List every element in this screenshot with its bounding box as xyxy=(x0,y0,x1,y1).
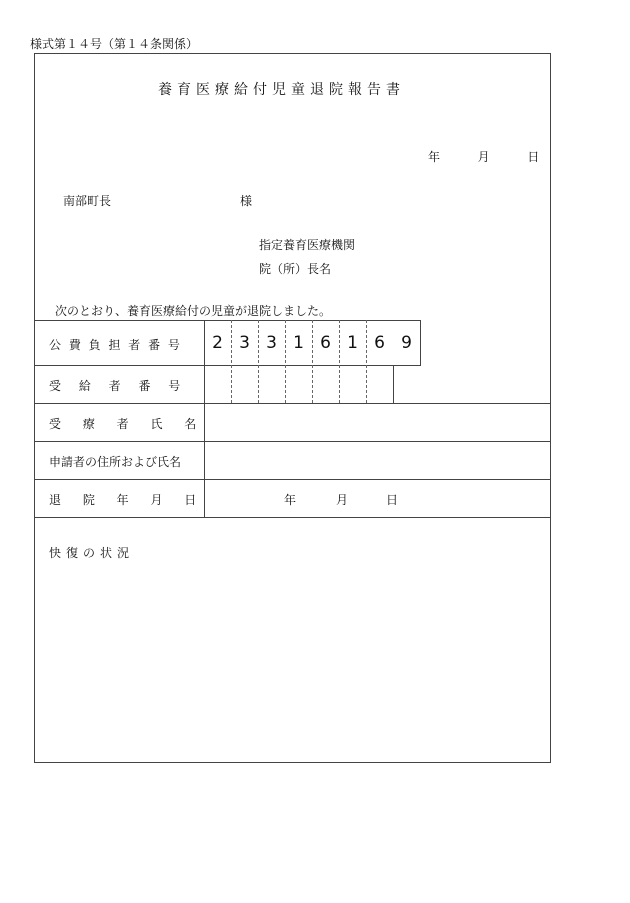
row-label-discharge-date: 退 院 年 月 日 xyxy=(49,493,206,507)
payer-digit: 9 xyxy=(401,333,412,353)
form-number: 様式第１４号（第１４条関係） xyxy=(30,37,199,51)
report-date xyxy=(428,148,539,165)
recovery-status-label: 快復の状況 xyxy=(49,546,135,560)
row-label-recipient-number: 受 給 者 番 号 xyxy=(49,379,188,393)
discharge-month-unit: 月 xyxy=(336,493,349,507)
payer-digit: 1 xyxy=(293,333,304,353)
addressee-name: 南部町長 xyxy=(63,194,112,208)
date-year-unit: 年 xyxy=(428,150,441,164)
discharge-year-unit: 年 xyxy=(284,493,297,507)
row-label-patient-name: 受 療 者 氏 名 xyxy=(49,417,206,431)
director-name-label: 院（所）長名 xyxy=(259,262,332,276)
payer-digit: 3 xyxy=(266,333,277,353)
institution-label: 指定養育医療機関 xyxy=(259,238,356,252)
intro-text: 次のとおり、養育医療給付の児童が退院しました。 xyxy=(55,304,332,318)
payer-digit: 3 xyxy=(239,333,250,353)
date-month-unit: 月 xyxy=(477,150,490,164)
payer-digit: 2 xyxy=(212,333,223,353)
addressee-honorific: 様 xyxy=(240,194,253,208)
payer-digit: 1 xyxy=(347,333,358,353)
payer-digit: 6 xyxy=(374,333,385,353)
discharge-day-unit: 日 xyxy=(386,493,399,507)
date-day-unit: 日 xyxy=(527,150,540,164)
row-label-applicant: 申請者の住所および氏名 xyxy=(49,455,182,469)
document-title: 養育医療給付児童退院報告書 xyxy=(158,82,405,98)
row-label-payer-number: 公 費 負 担 者 番 号 xyxy=(49,338,182,352)
payer-digit: 6 xyxy=(320,333,331,353)
